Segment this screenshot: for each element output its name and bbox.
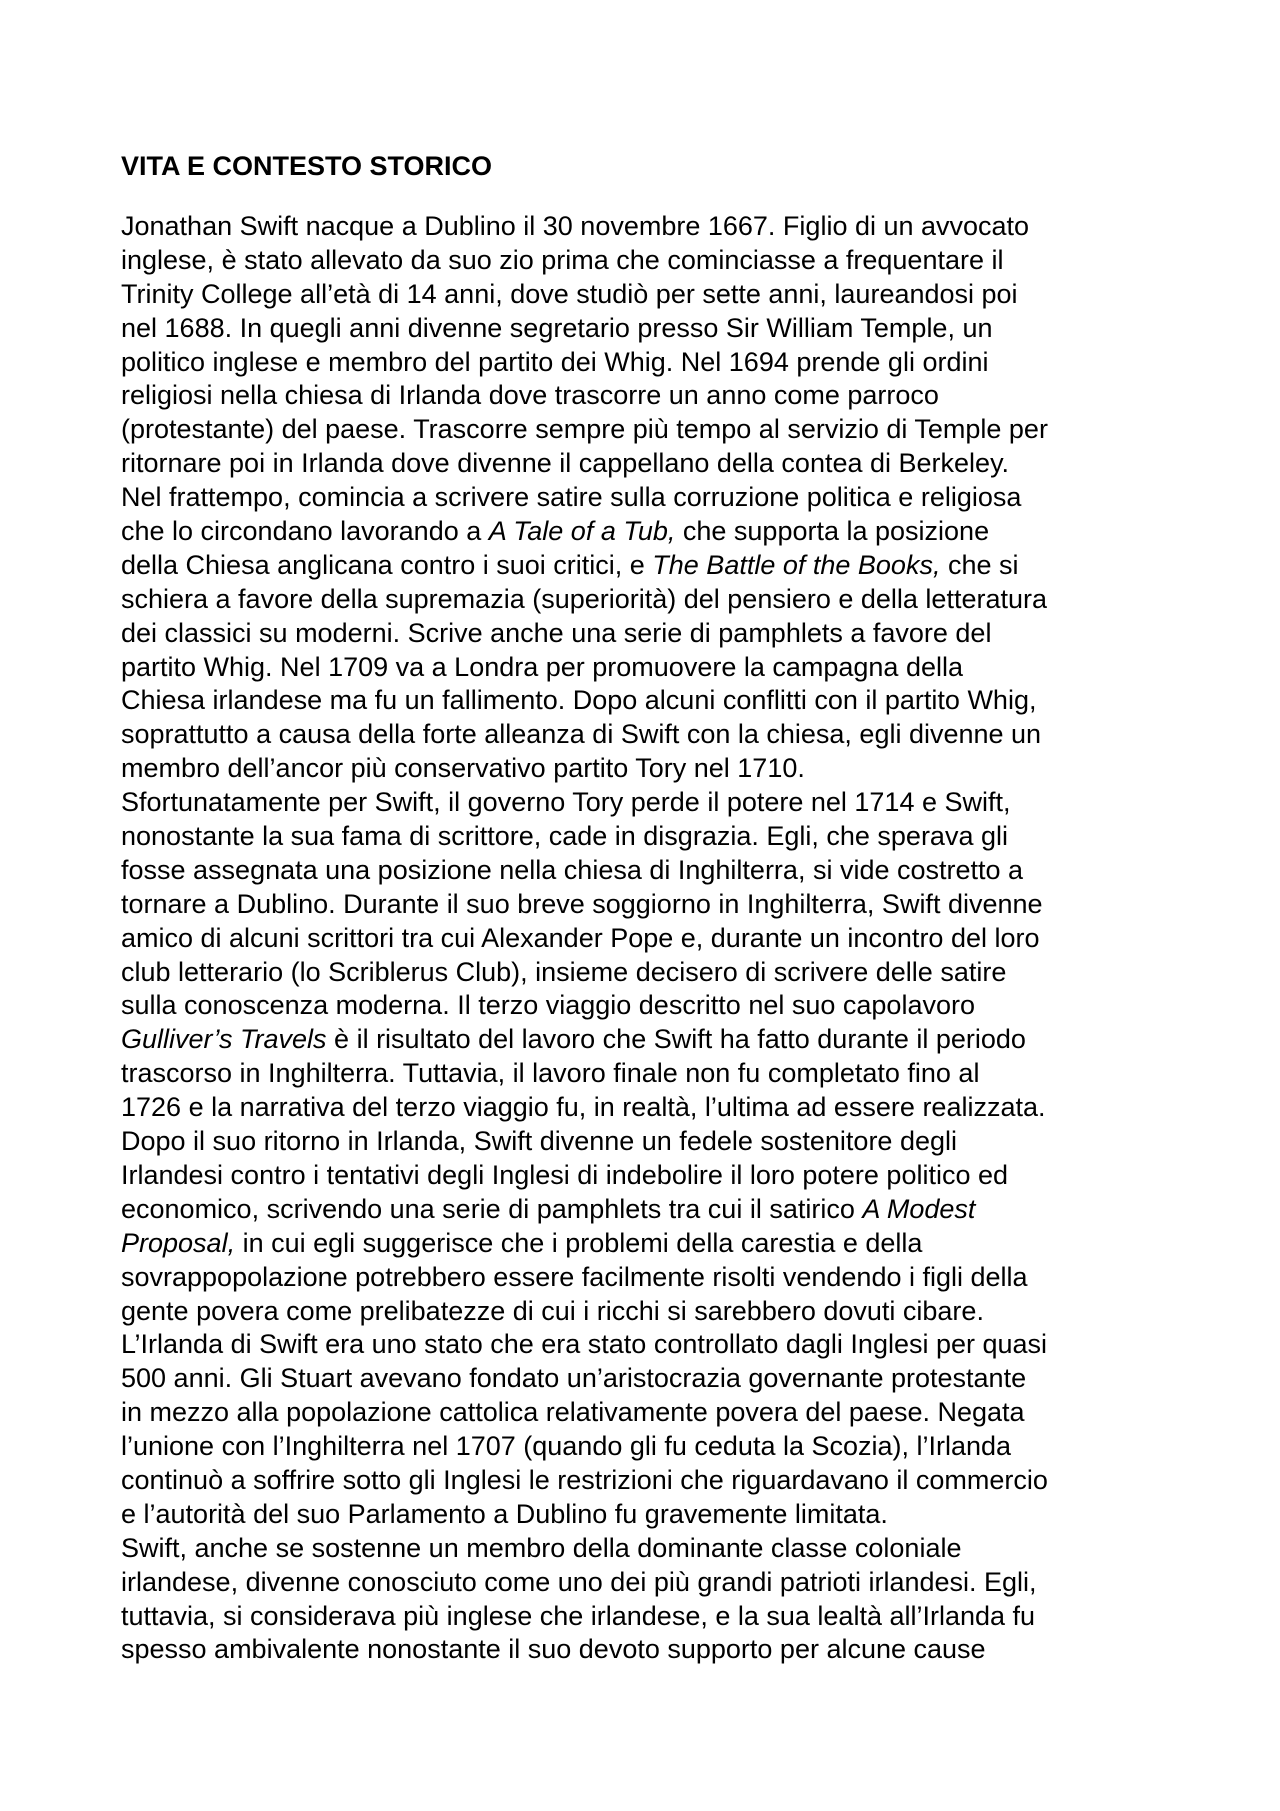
- text-segment: e l’autorità del suo Parlamento a Dublino fu gravemente limitata.: [121, 1498, 888, 1529]
- text-segment: politico inglese e membro del partito dei Whig. Nel 1694 prende gli ordini: [121, 346, 989, 377]
- text-segment: sulla conoscenza moderna. Il terzo viaggio descritto nel suo capolavoro: [121, 990, 975, 1021]
- text-line: [121, 1532, 1181, 1566]
- italic-title: A Tale of a Tub,: [488, 516, 676, 547]
- italic-title: A Modest: [862, 1193, 976, 1224]
- italic-title: The Battle of the Books,: [652, 549, 941, 580]
- text-line: [121, 1362, 1181, 1396]
- text-segment: Sfortunatamente per Swift, il governo Tory perde il potere nel 1714 e Swift,: [121, 787, 1011, 818]
- text-line: [121, 1498, 1181, 1532]
- text-line: [121, 684, 1181, 718]
- text-segment: (protestante) del paese. Trascorre sempre più tempo al servizio di Temple per: [121, 414, 1048, 445]
- text-line: [121, 1023, 1181, 1057]
- text-line: [121, 1125, 1181, 1159]
- text-segment: tornare a Dublino. Durante il suo breve soggiorno in Inghilterra, Swift divenne: [121, 888, 1043, 919]
- text-line: [121, 549, 1181, 583]
- text-line: [121, 752, 1181, 786]
- text-line: [121, 481, 1181, 515]
- text-segment: che si: [940, 549, 1019, 580]
- text-line: [121, 1600, 1181, 1634]
- section-heading: VITA E CONTESTO STORICO: [121, 151, 493, 181]
- text-line: [121, 1328, 1181, 1362]
- text-segment: L’Irlanda di Swift era uno stato che era stato controllato dagli Inglesi per quasi: [121, 1329, 1048, 1360]
- text-segment: spesso ambivalente nonostante il suo devoto supporto per alcune cause: [121, 1634, 986, 1665]
- text-line: [121, 786, 1181, 820]
- text-segment: ritornare poi in Irlanda dove divenne il cappellano della contea di Berkeley.: [121, 448, 1010, 479]
- text-segment: gente povera come prelibatezze di cui i ricchi si sarebbero dovuti cibare.: [121, 1295, 984, 1326]
- text-line: [121, 1566, 1181, 1600]
- text-segment: tuttavia, si considerava più inglese che irlandese, e la sua lealtà all’Irlanda fu: [121, 1600, 1036, 1631]
- text-segment: 1726 e la narrativa del terzo viaggio fu, in realtà, l’ultima ad essere realizzata.: [121, 1092, 1046, 1123]
- text-line: [121, 718, 1181, 752]
- text-segment: Nel frattempo, comincia a scrivere satire sulla corruzione politica e religiosa: [121, 482, 1022, 513]
- text-line: [121, 312, 1181, 346]
- text-line: [121, 989, 1181, 1023]
- text-line: [121, 922, 1181, 956]
- text-line: [121, 1633, 1181, 1667]
- text-line: [121, 1193, 1181, 1227]
- text-segment: club letterario (lo Scriblerus Club), insieme decisero di scrivere delle satire: [121, 956, 1007, 987]
- text-line: [121, 210, 1181, 244]
- text-segment: Swift, anche se sostenne un membro della dominante classe coloniale: [121, 1532, 962, 1563]
- text-segment: l’unione con l’Inghilterra nel 1707 (quando gli fu ceduta la Scozia), l’Irlanda: [121, 1431, 1012, 1462]
- text-segment: che lo circondano lavorando a: [121, 516, 489, 547]
- text-segment: in mezzo alla popolazione cattolica relativamente povera del paese. Negata: [121, 1397, 1025, 1428]
- text-line: [121, 515, 1181, 549]
- text-line: [121, 1430, 1181, 1464]
- text-line: [121, 854, 1181, 888]
- text-segment: Dopo il suo ritorno in Irlanda, Swift divenne un fedele sostenitore degli: [121, 1126, 957, 1157]
- text-segment: amico di alcuni scrittori tra cui Alexander Pope e, durante un incontro del loro: [121, 922, 1040, 953]
- text-segment: Jonathan Swift nacque a Dublino il 30 novembre 1667. Figlio di un avvocato: [121, 211, 1030, 241]
- text-segment: religiosi nella chiesa di Irlanda dove trascorre un anno come parroco: [121, 380, 939, 411]
- body-text: [121, 210, 1181, 1667]
- text-segment: 500 anni. Gli Stuart avevano fondato un’aristocrazia governante protestante: [121, 1363, 1027, 1394]
- text-line: [121, 956, 1181, 990]
- text-line: [121, 346, 1181, 380]
- text-segment: Trinity College all’età di 14 anni, dove studiò per sette anni, laureandosi poi: [121, 278, 1018, 309]
- text-line: [121, 379, 1181, 413]
- text-segment: partito Whig. Nel 1709 va a Londra per promuovere la campagna della: [121, 651, 963, 682]
- text-segment: continuò a soffrire sotto gli Inglesi le restrizioni che riguardavano il commercio: [121, 1464, 1048, 1495]
- text-segment: schiera a favore della supremazia (superiorità) del pensiero e della letteratura: [121, 583, 1047, 614]
- text-segment: Irlandesi contro i tentativi degli Inglesi di indebolire il loro potere politico ed: [121, 1159, 1009, 1190]
- italic-title: Proposal,: [121, 1227, 236, 1258]
- text-segment: nel 1688. In quegli anni divenne segretario presso Sir William Temple, un: [121, 312, 993, 343]
- text-line: [121, 1227, 1181, 1261]
- text-segment: nonostante la sua fama di scrittore, cade in disgrazia. Egli, che sperava gli: [121, 821, 1008, 852]
- text-segment: inglese, è stato allevato da suo zio prima che cominciasse a frequentare il: [121, 244, 1004, 275]
- text-line: [121, 1159, 1181, 1193]
- text-line: [121, 1261, 1181, 1295]
- text-segment: che supporta la posizione: [675, 516, 990, 547]
- text-line: [121, 820, 1181, 854]
- text-segment: Chiesa irlandese ma fu un fallimento. Dopo alcuni conflitti con il partito Whig,: [121, 685, 1037, 716]
- text-line: [121, 413, 1181, 447]
- text-line: [121, 617, 1181, 651]
- italic-title: Gulliver’s Travels: [121, 1024, 327, 1055]
- text-line: [121, 1091, 1181, 1125]
- text-segment: soprattutto a causa della forte alleanza di Swift con la chiesa, egli divenne un: [121, 719, 1042, 750]
- text-line: [121, 651, 1181, 685]
- text-segment: economico, scrivendo una serie di pamphlets tra cui il satirico: [121, 1193, 863, 1224]
- text-line: [121, 244, 1181, 278]
- text-line: [121, 1396, 1181, 1430]
- text-segment: dei classici su moderni. Scrive anche una serie di pamphlets a favore del: [121, 617, 992, 648]
- text-segment: irlandese, divenne conosciuto come uno dei più grandi patrioti irlandesi. Egli,: [121, 1566, 1037, 1597]
- text-line: [121, 1057, 1181, 1091]
- text-line: [121, 447, 1181, 481]
- text-segment: in cui egli suggerisce che i problemi della carestia e della: [235, 1227, 923, 1258]
- text-segment: è il risultato del lavoro che Swift ha fatto durante il periodo: [326, 1024, 1026, 1055]
- text-line: [121, 278, 1181, 312]
- text-line: [121, 1295, 1181, 1329]
- text-segment: trascorso in Inghilterra. Tuttavia, il lavoro finale non fu completato fino al: [121, 1058, 980, 1089]
- text-segment: sovrappopolazione potrebbero essere facilmente risolti vendendo i figli della: [121, 1261, 1028, 1292]
- text-segment: membro dell’ancor più conservativo partito Tory nel 1710.: [121, 753, 805, 784]
- text-line: [121, 1464, 1181, 1498]
- text-line: [121, 583, 1181, 617]
- text-line: [121, 888, 1181, 922]
- text-segment: fosse assegnata una posizione nella chiesa di Inghilterra, si vide costretto a: [121, 854, 1024, 885]
- text-segment: della Chiesa anglicana contro i suoi critici, e: [121, 549, 653, 580]
